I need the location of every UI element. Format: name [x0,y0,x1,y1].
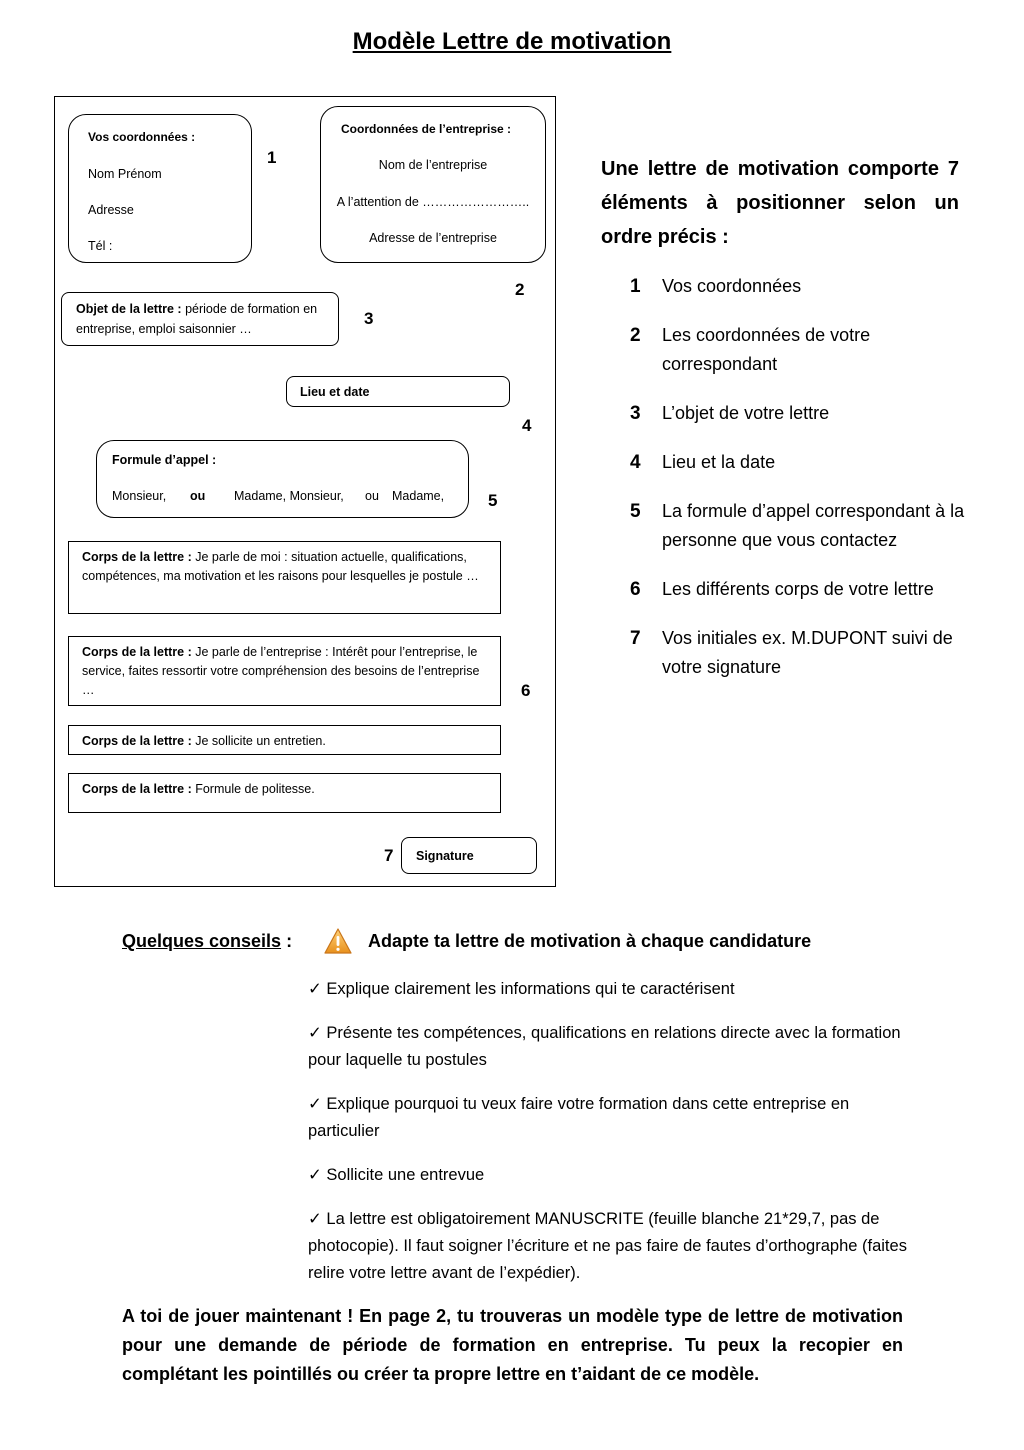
formule-option: Madame, [392,489,445,503]
page-title: Modèle Lettre de motivation [352,28,672,55]
element-number-5: 5 [488,491,498,510]
objet-heading: Objet de la lettre : [76,302,182,316]
corps-box-4 [68,773,501,813]
elements-list [630,272,970,702]
list-item-text: Les coordonnées de votre correspondant [662,325,871,374]
corps-text: compétences, ma motivation et les raisons pour lesquelles je postule … [82,569,479,583]
element-number-3: 3 [364,309,374,328]
corps-heading: Corps de la lettre : [82,782,192,796]
corps-box-3 [68,725,501,755]
tip-item [308,976,908,1003]
list-item-text: Les différents corps de votre lettre [662,579,934,599]
check-icon: ✓ [308,1166,322,1184]
lieu-date-heading: Lieu et date [300,385,370,399]
tip-item [308,1020,908,1074]
list-item [630,399,970,428]
objet-text: entreprise, emploi saisonnier … [76,322,252,336]
vos-coordonnees-heading: Vos coordonnées : [88,130,196,144]
list-item [630,624,970,682]
formule-option: Madame, Monsieur, [234,489,344,503]
corps-text: service, faites ressortir votre compréhension des besoins de l’entreprise [82,664,480,678]
element-number-2: 2 [515,280,525,299]
formule-or: ou [190,489,206,503]
formule-or: ou [365,489,379,503]
list-item-text: Vos coordonnées [662,276,802,296]
entreprise-line: Adresse de l’entreprise [369,231,497,245]
list-item-number: 7 [630,628,641,649]
entreprise-line: A l’attention de …………………….. [336,195,530,209]
corps-box-1 [68,541,501,614]
list-item-text: Vos initiales ex. M.DUPONT suivi de votre signature [662,628,953,677]
list-item-number: 5 [630,501,641,522]
list-item-text: La formule d’appel correspondant à la personne que vous contactez [662,501,965,550]
tip-text: Explique clairement les informations qui te caractérisent [326,980,735,998]
objet-text: période de formation en [181,302,318,316]
entreprise-line: Nom de l’entreprise [378,158,488,172]
formule-heading: Formule d’appel : [112,453,217,467]
list-item [630,497,970,555]
corps-text: … [82,683,95,697]
signature-box [401,837,537,874]
check-icon: ✓ [308,1095,322,1113]
tip-text: Sollicite une entrevue [326,1166,485,1184]
conseils-label-wrap [122,931,292,952]
corps-text: Je parle de moi : situation actuelle, qualifications, [191,550,467,564]
conseils-colon: : [281,931,293,951]
corps-text: Je sollicite un entretien. [191,734,326,748]
lieu-date-box [286,376,510,407]
tip-item [308,1162,908,1189]
list-item-text: L’objet de votre lettre [662,403,830,423]
list-item [630,575,970,604]
signature-heading: Signature [416,849,474,863]
list-item-text: Lieu et la date [662,452,776,472]
intro-text: Une lettre de motivation comporte 7 éléments à positionner selon un ordre précis : [601,158,959,248]
check-icon: ✓ [308,980,322,998]
list-item [630,272,970,301]
tip-item [308,1091,908,1145]
entreprise-heading: Coordonnées de l’entreprise : [341,122,512,136]
list-item-number: 2 [630,325,641,346]
tip-text: Explique pourquoi tu veux faire votre formation dans cette entreprise en particulier [308,1095,850,1140]
warning-icon [323,927,353,955]
tip-text: Présente tes compétences, qualifications en relations directe avec la formation pour laquelle tu postules [308,1024,901,1069]
objet-box [61,292,339,346]
tips-list [308,976,908,1304]
element-number-6: 6 [521,681,531,700]
corps-text: Je parle de l’entreprise : Intérêt pour l’entreprise, le [191,645,478,659]
list-item-number: 6 [630,579,641,600]
check-icon: ✓ [308,1210,322,1228]
element-number-7: 7 [384,846,394,865]
list-item [630,321,970,379]
tip-text: La lettre est obligatoirement MANUSCRITE (feuille blanche 21*29,7, pas de photocopie). Il faut soigner l’écriture et ne pas faire de fautes d’orthographe (faites relire votre lettre avant de l’expédier). [308,1210,907,1282]
final-paragraph: A toi de jouer maintenant ! En page 2, tu trouveras un modèle type de lettre de motivation pour une demande de période de formation en entreprise. Tu peux la recopier en complétant les pointillés ou créer ta propre lettre en t’aidant de ce modèle. [122,1306,903,1384]
formule-option: Monsieur, [112,489,167,503]
corps-heading: Corps de la lettre : [82,645,192,659]
corps-heading: Corps de la lettre : [82,550,192,564]
list-item-number: 3 [630,403,641,424]
vos-coordonnees-line: Adresse [88,203,134,217]
element-number-1: 1 [267,148,277,167]
entreprise-box [320,106,546,263]
vos-coordonnees-line: Nom Prénom [88,167,162,181]
corps-box-2 [68,636,501,706]
vos-coordonnees-box [68,114,252,263]
corps-text: Formule de politesse. [191,782,315,796]
list-item-number: 4 [630,452,641,473]
conseils-headline: Adapte ta lettre de motivation à chaque candidature [368,931,812,951]
list-item-number: 1 [630,276,641,297]
formule-box [96,440,469,518]
element-number-4: 4 [522,416,532,435]
check-icon: ✓ [308,1024,322,1042]
tip-item [308,1206,908,1287]
list-item [630,448,970,477]
conseils-label: Quelques conseils [122,931,282,951]
vos-coordonnees-line: Tél : [88,239,113,253]
corps-heading: Corps de la lettre : [82,734,192,748]
